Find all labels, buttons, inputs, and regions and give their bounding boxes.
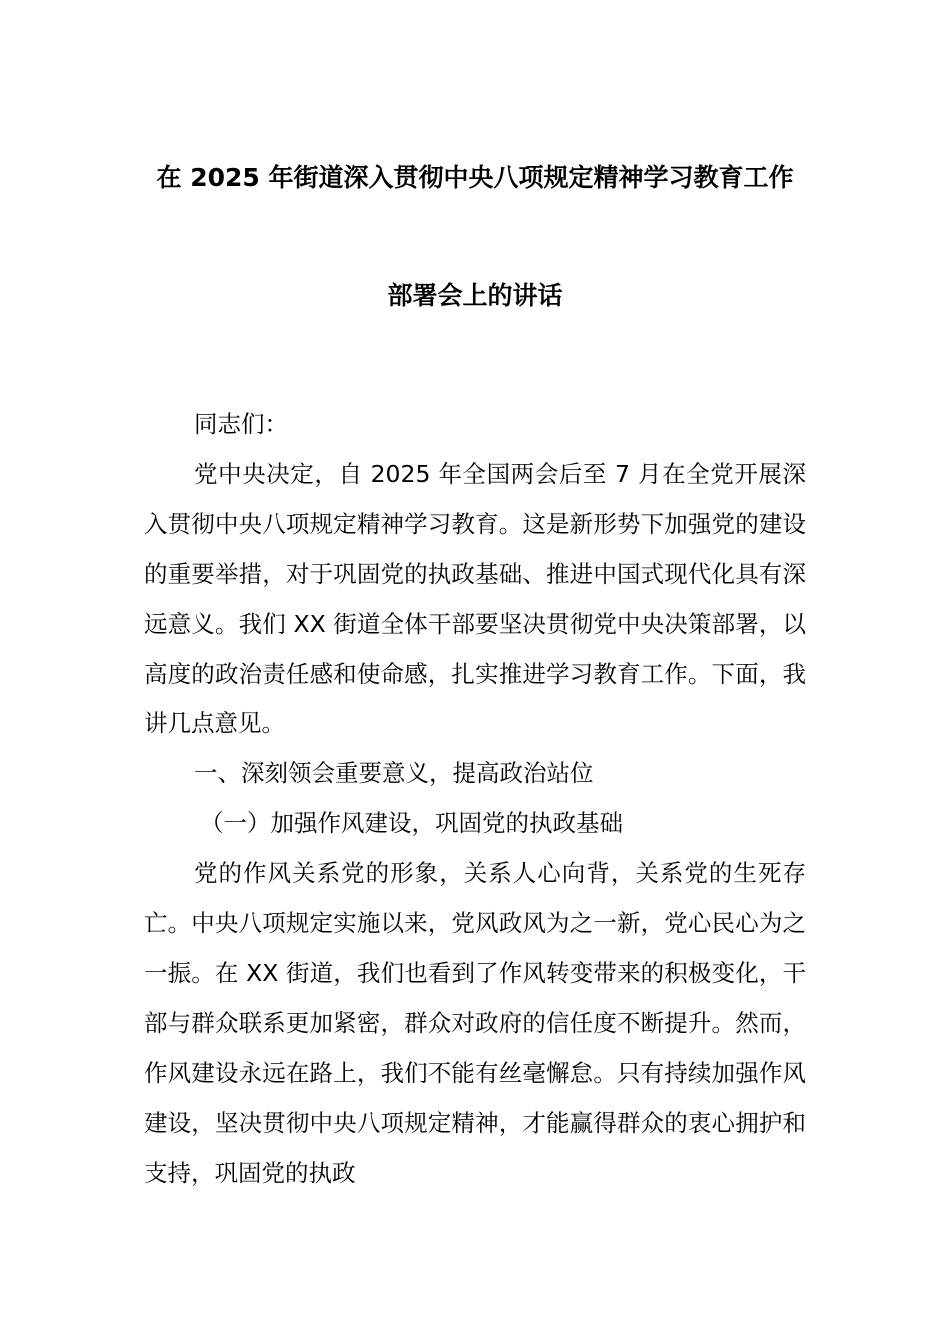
- document-title-line-1: 在 2025 年街道深入贯彻中央八项规定精神学习教育工作: [156, 163, 794, 192]
- salutation: 同志们：: [194, 410, 288, 438]
- document-title-line-2: 部署会上的讲话: [387, 281, 563, 310]
- document-body: [144, 400, 806, 1199]
- paragraph-intro: 党中央决定，自 2025 年全国两会后至 7 月在全党开展深入贯彻中央八项规定精神学习教育。这是新形势下加强党的建设的重要举措，对于巩固党的执政基础、推进中国式现代化具有深远意义。我们 XX 街道全体干部要坚决贯彻党中央决策部署，以高度的政治责任感和使命感，扎实推进学习教育工作。下面，我讲几点意见。: [144, 459, 806, 738]
- section-heading-1: 一、深刻领会重要意义，提高政治站位: [194, 759, 594, 788]
- subsection-heading-1: （一）加强作风建设，巩固党的执政基础: [200, 809, 623, 838]
- paragraph-style-building: 党的作风关系党的形象，关系人心向背，关系党的生死存亡。中央八项规定实施以来，党风政风为之一新，党心民心为之一振。在 XX 街道，我们也看到了作风转变带来的积极变化，干部与群众联系更加紧密，群众对政府的信任度不断提升。然而，作风建设永远在路上，我们不能有丝毫懈怠。只有持续加强作风建设，坚决贯彻中央八项规定精神，才能赢得群众的衷心拥护和支持，巩固党的执政: [144, 859, 806, 1187]
